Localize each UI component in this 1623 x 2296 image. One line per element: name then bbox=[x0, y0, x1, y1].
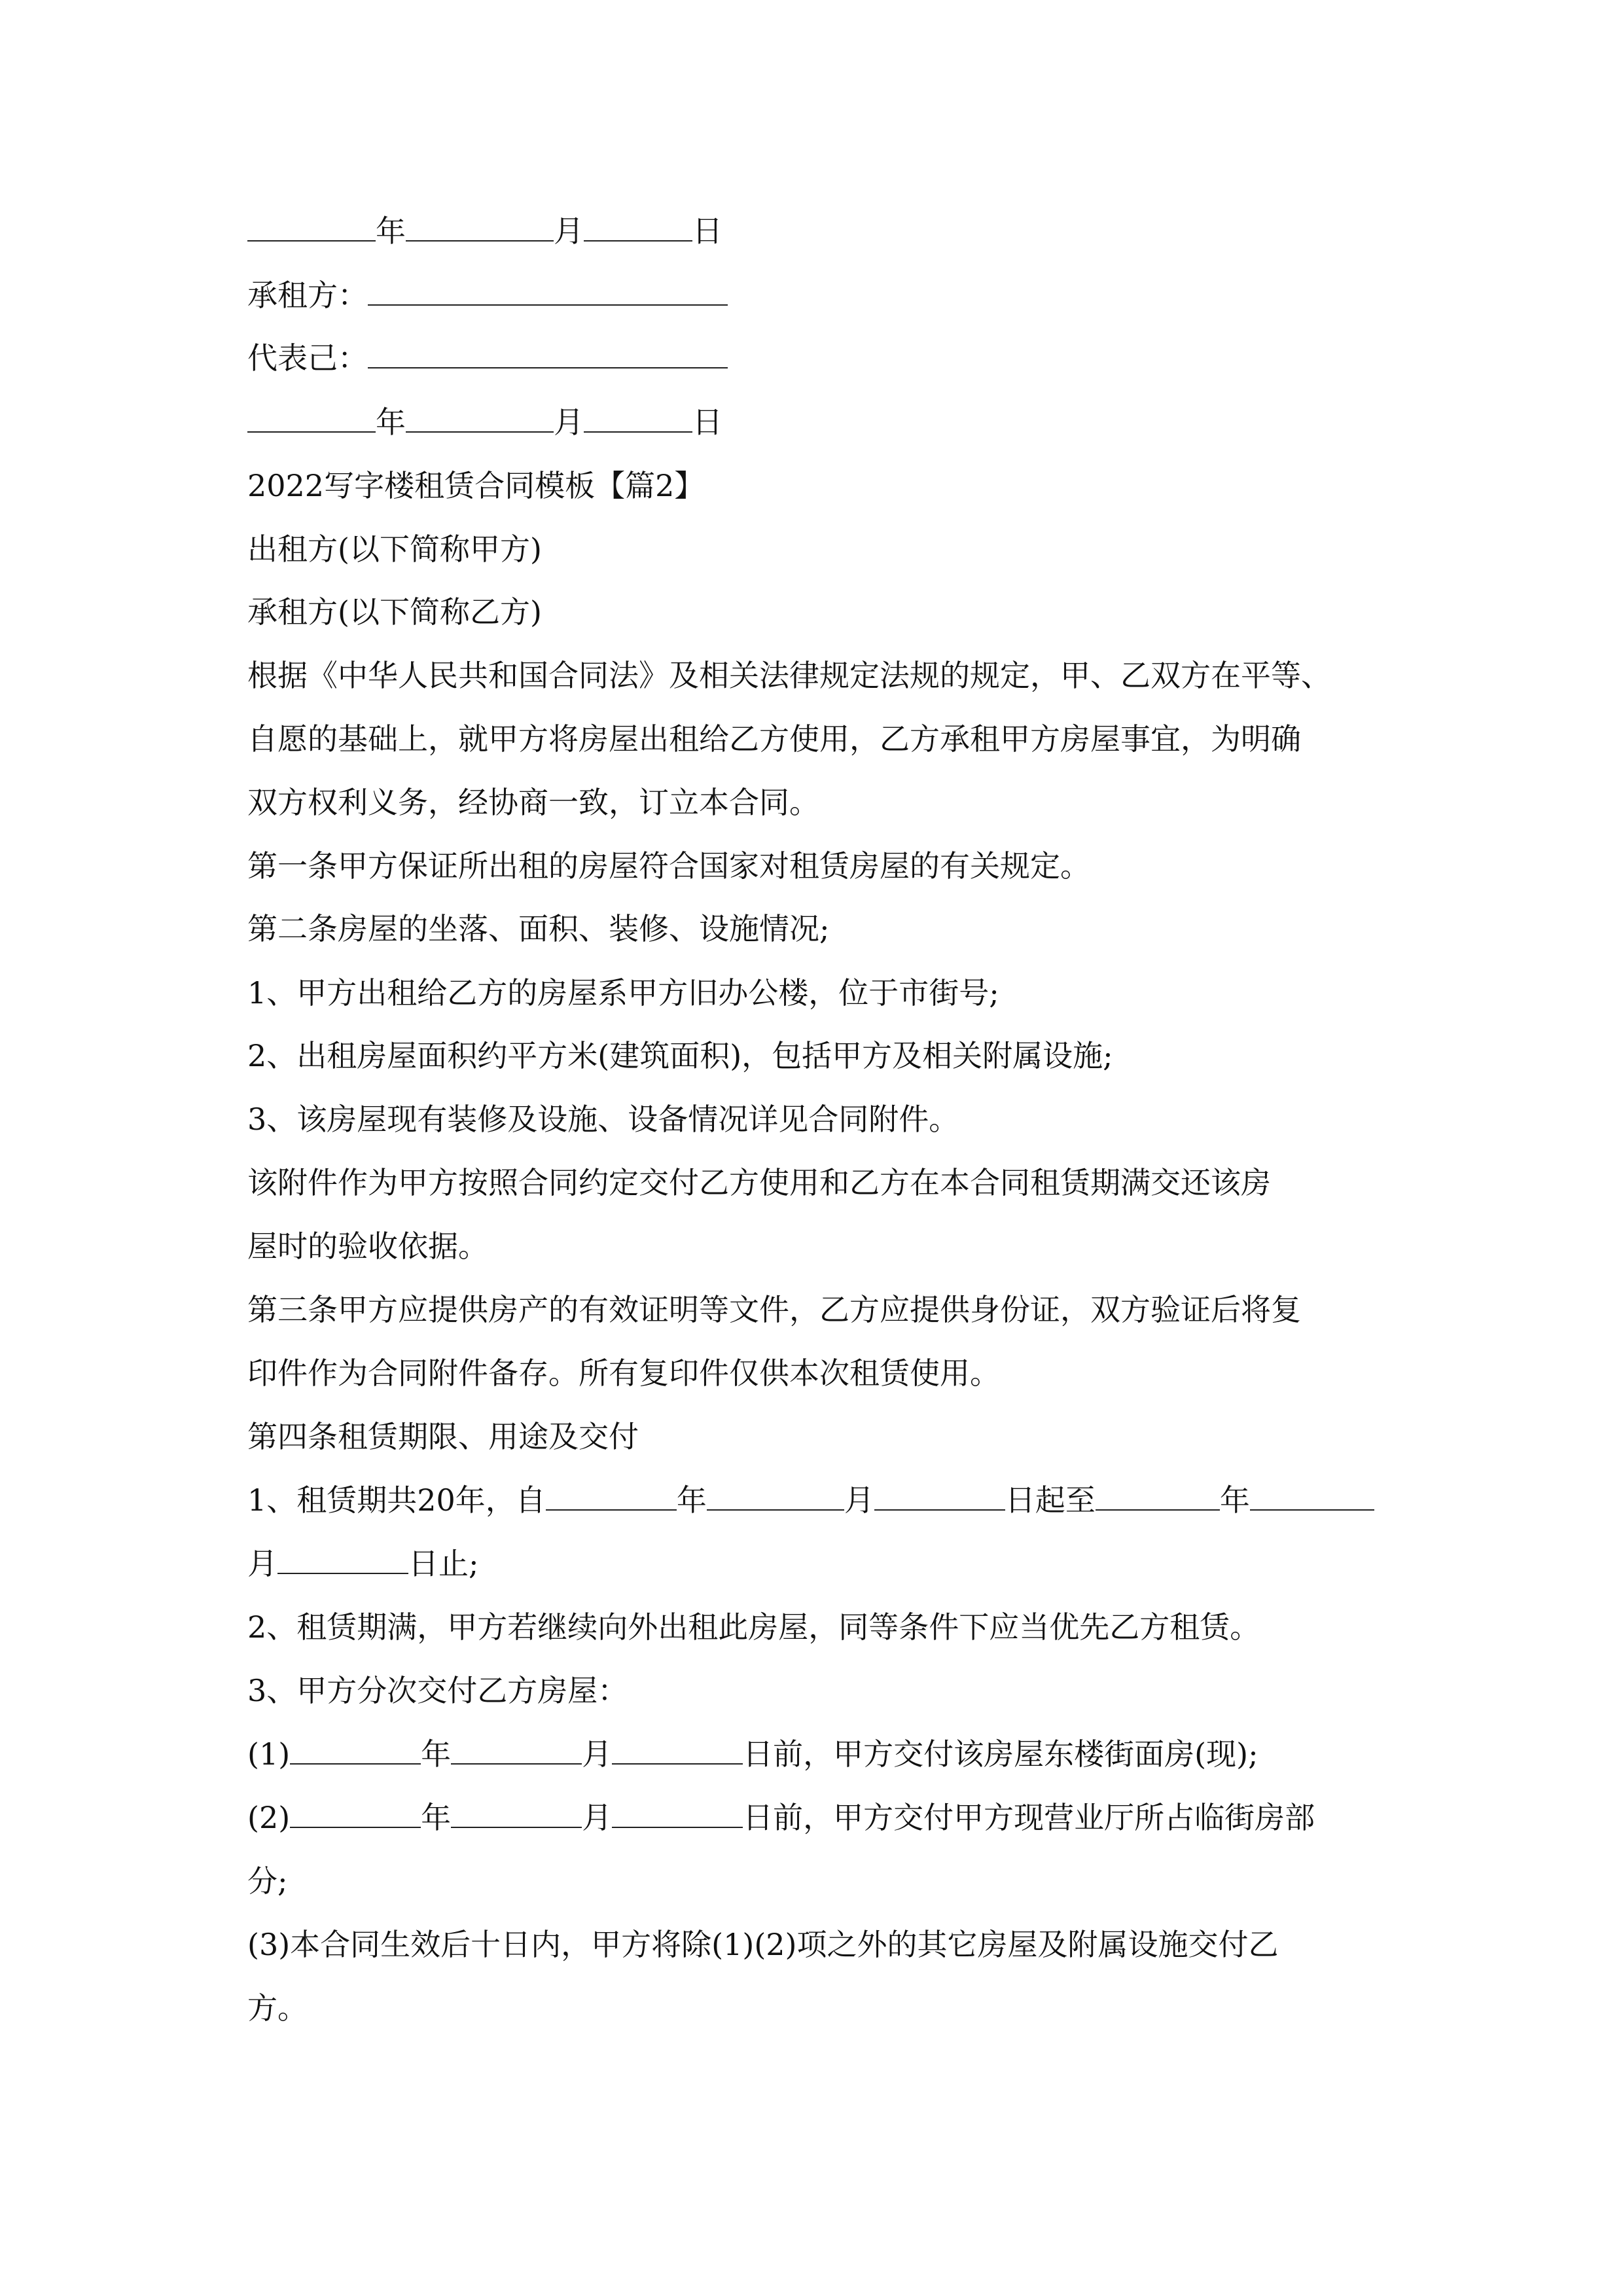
blank-month[interactable] bbox=[451, 1733, 582, 1765]
blank-end-month[interactable] bbox=[1250, 1479, 1374, 1511]
year-label: 年 bbox=[421, 1800, 452, 1835]
article-2: 第二条房屋的坐落、面积、装修、设施情况; bbox=[247, 911, 830, 946]
date-line-2 bbox=[247, 399, 1399, 445]
lessor-party: 出租方(以下简称甲方) bbox=[247, 531, 542, 567]
lessee-sign-line bbox=[247, 272, 1399, 318]
day-label: 日 bbox=[692, 213, 722, 249]
term-end: 日止; bbox=[408, 1546, 479, 1581]
lessee-signature-blank[interactable] bbox=[368, 274, 728, 306]
delivery-item-2-cont: 分; bbox=[247, 1863, 288, 1899]
annex-line: 该附件作为甲方按照合同约定交付乙方使用和乙方在本合同租赁期满交还该房 bbox=[247, 1165, 1271, 1200]
annex-line: 屋时的验收依据。 bbox=[247, 1229, 488, 1264]
intro-line: 根据《中华人民共和国合同法》及相关法律规定法规的规定，甲、乙双方在平等、 bbox=[247, 658, 1331, 693]
representative-label: 代表己： bbox=[247, 340, 368, 376]
article-4-item-1 bbox=[247, 1477, 1399, 1523]
blank-day[interactable] bbox=[584, 210, 692, 242]
item-text: 日前，甲方交付甲方现营业厅所占临街房部 bbox=[743, 1800, 1315, 1835]
blank-day[interactable] bbox=[584, 401, 692, 433]
month-label: 月 bbox=[582, 1736, 613, 1772]
article-1: 第一条甲方保证所出租的房屋符合国家对租赁房屋的有关规定。 bbox=[247, 848, 1090, 884]
blank-end-day[interactable] bbox=[277, 1543, 408, 1574]
month-label: 月 bbox=[247, 1546, 277, 1581]
blank-month[interactable] bbox=[451, 1797, 582, 1828]
blank-month[interactable] bbox=[406, 401, 554, 433]
intro-line: 双方权利义务，经协商一致，订立本合同。 bbox=[247, 785, 819, 820]
year-label: 年 bbox=[1219, 1482, 1250, 1518]
delivery-item-3: (3)本合同生效后十日内，甲方将除(1)(2)项之外的其它房屋及附属设施交付乙 bbox=[247, 1927, 1279, 1962]
month-label: 月 bbox=[554, 213, 584, 249]
blank-year[interactable] bbox=[290, 1733, 421, 1765]
representative-signature-blank[interactable] bbox=[368, 337, 728, 368]
year-label: 年 bbox=[376, 213, 406, 249]
blank-year[interactable] bbox=[290, 1797, 421, 1828]
month-label: 月 bbox=[582, 1800, 613, 1835]
blank-day[interactable] bbox=[612, 1797, 743, 1828]
item-text: 日前，甲方交付该房屋东楼街面房(现); bbox=[743, 1736, 1258, 1772]
article-2-item-2: 2、出租房屋面积约平方米(建筑面积)，包括甲方及相关附属设施; bbox=[247, 1038, 1113, 1073]
date-line-1 bbox=[247, 208, 1399, 254]
blank-day[interactable] bbox=[612, 1733, 743, 1765]
lessee-label: 承租方： bbox=[247, 278, 368, 313]
rep-sign-line bbox=[247, 335, 1399, 381]
item-number: (1) bbox=[247, 1736, 291, 1772]
article-3-line: 印件作为合同附件备存。所有复印件仅供本次租赁使用。 bbox=[247, 1355, 1000, 1391]
intro-line: 自愿的基础上，就甲方将房屋出租给乙方使用，乙方承租甲方房屋事宜，为明确 bbox=[247, 721, 1301, 757]
blank-year[interactable] bbox=[247, 401, 376, 433]
blank-start-month[interactable] bbox=[707, 1479, 844, 1511]
article-4-item-2: 2、租赁期满，甲方若继续向外出租此房屋，同等条件下应当优先乙方租赁。 bbox=[247, 1609, 1260, 1645]
delivery-item-3-cont: 方。 bbox=[247, 1990, 308, 2026]
day-label: 日起至 bbox=[1005, 1482, 1096, 1518]
delivery-item-1 bbox=[247, 1731, 1399, 1777]
article-4-item-3: 3、甲方分次交付乙方房屋： bbox=[247, 1673, 628, 1708]
blank-year[interactable] bbox=[247, 210, 376, 242]
blank-month[interactable] bbox=[406, 210, 554, 242]
term-prefix: 1、租赁期共20年，自 bbox=[247, 1482, 546, 1518]
delivery-item-2 bbox=[247, 1795, 1399, 1840]
section-title: 2022写字楼租赁合同模板【篇2】 bbox=[247, 468, 705, 503]
month-label: 月 bbox=[554, 404, 584, 440]
article-2-item-1: 1、甲方出租给乙方的房屋系甲方旧办公楼，位于市街号; bbox=[247, 975, 999, 1011]
lessee-party: 承租方(以下简称乙方) bbox=[247, 594, 542, 630]
month-label: 月 bbox=[844, 1482, 874, 1518]
item-number: (2) bbox=[247, 1800, 291, 1835]
article-4-item-1-cont bbox=[247, 1541, 1399, 1587]
year-label: 年 bbox=[421, 1736, 452, 1772]
blank-end-year[interactable] bbox=[1096, 1479, 1220, 1511]
year-label: 年 bbox=[376, 404, 406, 440]
day-label: 日 bbox=[692, 404, 722, 440]
blank-start-year[interactable] bbox=[546, 1479, 677, 1511]
article-4: 第四条租赁期限、用途及交付 bbox=[247, 1419, 639, 1454]
blank-start-day[interactable] bbox=[874, 1479, 1005, 1511]
article-3-line: 第三条甲方应提供房产的有效证明等文件，乙方应提供身份证，双方验证后将复 bbox=[247, 1292, 1301, 1327]
year-label: 年 bbox=[676, 1482, 707, 1518]
article-2-item-3: 3、该房屋现有装修及设施、设备情况详见合同附件。 bbox=[247, 1102, 959, 1137]
